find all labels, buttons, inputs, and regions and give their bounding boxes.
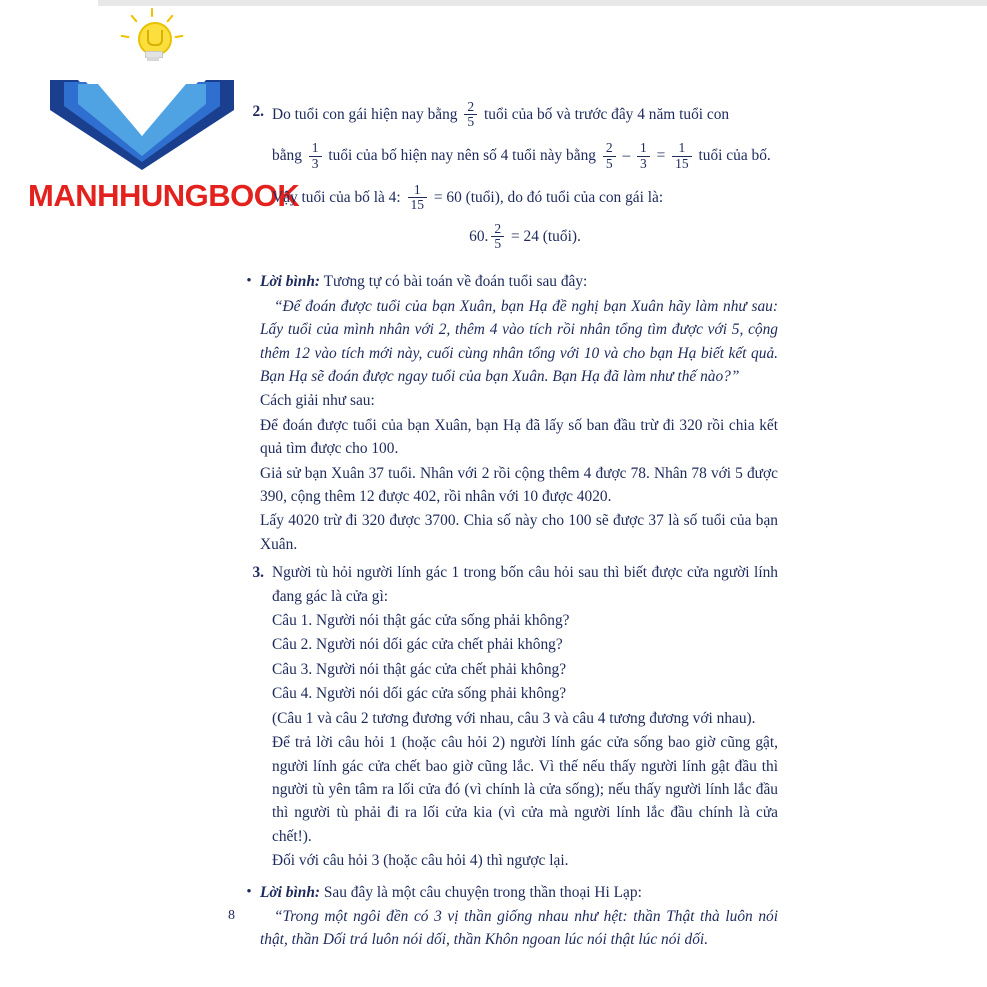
fraction-numerator: 2 [494,221,502,237]
item2-result-line [272,222,778,251]
lightbulb-icon [125,10,181,72]
item3-p3: Đối với câu hỏi 3 (hoặc câu hỏi 4) thì ngược lại. [272,852,569,870]
fraction-denominator: 15 [408,197,428,212]
page-number: 8 [228,908,235,923]
item3-p2: Để trả lời câu hỏi 1 (hoặc câu hỏi 2) người lính gác cửa sống bao giờ cũng gật, người lính gác cửa chết bao giờ cũng lắc. Vì thế nếu thấy người lính gật đầu thì người tù yên tâm ra lối cửa đó (vì chính là cửa sống); nếu thấy người lính lắc đầu thì người tù phải đi ra lối cửa kia (vì cửa mà người lính lắc đầu chính là cửa chết!). [272,734,778,845]
item-number: 3. [252,564,264,582]
open-book-icon [42,66,242,171]
result-suffix: = 24 (tuổi). [511,227,581,245]
fraction-1-3-b [637,141,650,170]
item2-line1-part-b: tuổi của bố và trước đây 4 năm tuổi con [483,105,730,123]
fraction-numerator: 1 [311,140,319,156]
item2-line2-part-c: tuổi của bố. [698,147,771,165]
comment2-heading-text: Sau đây là một câu chuyện trong thần thoại Hi Lạp: [323,883,642,901]
fraction-denominator: 5 [464,114,477,129]
comment2-quote: “Trong một ngôi đền có 3 vị thần giống nhau như hệt: thần Thật thà luôn nói thật, thần Dối trá luôn nói dối, thần Khôn ngoan lúc nói thật lúc nói dối. [260,907,778,949]
result-prefix: 60. [469,227,489,245]
fraction-numerator: 1 [678,140,686,156]
comment1-p1: Cách giải như sau: [260,392,375,410]
item3-intro: Người tù hỏi người lính gác 1 trong bốn câu hỏi sau thì biết được cửa người lính đang gác là cửa gì: [272,564,778,605]
item3-question-2: Câu 2. Người nói dối gác cửa chết phải không? [272,636,563,654]
comment1-p3: Giả sử bạn Xuân 37 tuổi. Nhân với 2 rồi cộng thêm 4 được 78. Nhân 78 với 5 được 390, cộng thêm 12 được 402, rồi nhân với 10 được 4020. [260,464,778,506]
equals-sign: = [656,147,666,165]
fraction-denominator: 5 [603,156,616,171]
comment-block-1 [238,270,778,557]
item2-line-1 [272,100,778,129]
comment1-heading-text: Tương tự có bài toán về đoán tuổi sau đây: [323,273,588,291]
fraction-1-3 [309,141,322,170]
comment-label: Lời bình: [260,883,320,901]
fraction-numerator: 1 [640,140,647,156]
fraction-numerator: 1 [413,181,421,197]
fraction-2-5-b [603,141,616,170]
comment-block-2 [238,881,778,953]
fraction-denominator: 5 [491,236,504,251]
item2-line2-part-b: tuổi của bố hiện nay nên số 4 tuổi này bằng [328,147,596,165]
page-content [238,100,778,953]
item3-question-3: Câu 3. Người nói thật gác cửa chết phải không? [272,660,567,678]
bullet-icon: • [246,883,252,900]
bullet-icon: • [246,273,252,290]
fraction-2-5 [464,100,477,129]
exercise-item-3 [238,561,778,873]
fraction-denominator: 3 [637,156,650,171]
item-number: 2. [252,103,264,120]
item2-line2-part-a: bằng [272,147,302,165]
fraction-2-5-c [491,222,504,251]
fraction-denominator: 15 [672,156,692,171]
exercise-item-2 [238,100,778,263]
comment1-heading [260,270,778,293]
comment1-p4: Lấy 4020 trừ đi 320 được 3700. Chia số này cho 100 sẽ được 37 là số tuổi của bạn Xuân. [260,512,778,553]
item2-line3-part-a: Vậy tuổi của bố là 4: [272,188,401,206]
fraction-1-15-b [408,183,428,212]
comment1-p2: Để đoán được tuổi của bạn Xuân, bạn Hạ đã lấy số ban đầu trừ đi 320 rồi chia kết quả tìm được cho 100. [260,416,778,458]
item3-question-1: Câu 1. Người nói thật gác cửa sống phải không? [272,612,570,630]
item2-line3-part-b: = 60 (tuổi), do đó tuổi của con gái là: [433,188,664,206]
comment1-quote: “Để đoán được tuổi của bạn Xuân, bạn Hạ đề nghị bạn Xuân hãy làm như sau: Lấy tuổi của mình nhân với 2, thêm 4 vào tích rồi nhân tổng tìm được với 5, cộng thêm 12 vào tích mới này, cuối cùng nhân tổng với 10 và cho bạn Hạ biết kết quả. Bạn Hạ sẽ đoán được ngay tuổi của bạn Xuân. Bạn Hạ đã làm như thế nào?” [260,297,778,385]
brand-text-primary: MANHHUNG [28,178,209,213]
item3-p1: (Câu 1 và câu 2 tương đương với nhau, câu 3 và câu 4 tương đương với nhau). [272,709,756,727]
item2-line-2 [272,141,778,170]
fraction-denominator: 3 [309,156,322,171]
fraction-numerator: 2 [605,140,613,156]
minus-sign: – [622,147,631,165]
brand-text-secondary: BOOK [208,178,300,213]
fraction-1-15 [672,141,692,170]
item2-line-3 [272,183,778,212]
comment2-heading [260,881,778,904]
fraction-numerator: 2 [467,99,475,114]
comment-label: Lời bình: [260,273,320,291]
item3-question-4: Câu 4. Người nói dối gác cửa sống phải không? [272,685,567,703]
item2-line1-part-a: Do tuổi con gái hiện nay bằng [272,105,458,123]
